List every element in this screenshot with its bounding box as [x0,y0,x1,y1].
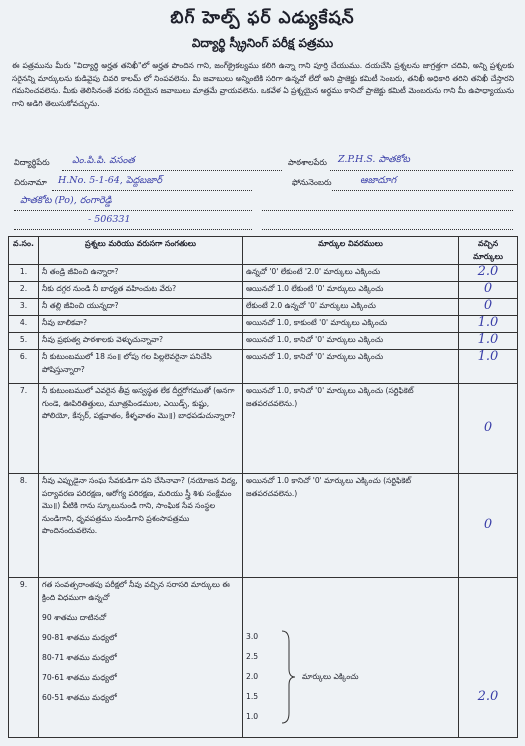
table-header-row [9,237,518,265]
row-detail: అయినచో 1.0 కానిచో '0' మార్కులు ఎక్కించు (సర్టిఫికెట్ జతపరచవలెను.) [243,474,459,578]
address-line-3-rule [14,229,252,230]
extra-line-1 [262,210,513,211]
row-detail: ఉన్నచో '0' లేకుంటే '2.0' మార్కులు ఎక్కించు [243,265,459,282]
row-mark-cell[interactable] [459,265,518,282]
school-label: పాఠశాలపేరు [288,158,327,167]
row-mark[interactable]: 1.0 [477,315,499,330]
row-mark-cell[interactable] [459,282,518,299]
phone-value[interactable]: ఆజాదూగ [360,175,397,186]
name-value[interactable]: ఎం.పి.పి. వసంత [72,155,135,166]
row-mark[interactable]: 2.0 [477,264,499,279]
row-sno: 9. [9,578,39,738]
row-sno: 5. [9,333,39,350]
intro-paragraph: ఈ పత్రమును మీరు "విద్యార్థి అర్హత తనిఖీ"లో అర్హత పొందిన గాని, జంగ్‌క్రైకల్యము కలిగి ఉన్నా గాని పూర్తి చేయుము. దయచేసి ప్రశ్నలను జాగ్రత్తగా చదివి, అన్ని ప్రశ్నలకు సరైనన్ని మార్కులను కుడివైపు చివరి కాలమ్ లో నింపవలెను. మీ జవాబులు అన్నింటికి సరిగా ఉన్నవో లేదో అని ప్రాజెక్టు కమిటీ సెంబరు, తనిఖీ అధికారి తరిని తనిఖీ చేస్తారని గమనించవలెను. మీకు తెలిసినంతే వరకు సరియైన జవాబులు మాత్రమే వ్రాయవలెను. ఒకవేళ ఏ ప్రశ్నయైన అర్థము కానిచో ప్రాజెక్టు కమిటీ మెంబరును గాని మీ ఉపాధ్యాయును గాని అడిగి తెలుసుకోవచ్చును. [12,61,514,108]
q9-range: 80-71 శాతము మధ్యలో [42,653,117,662]
header-sno: వ.సం. [9,237,39,265]
table-row [9,299,518,316]
school-value[interactable]: Z.P.H.S. పాతకోట [338,154,411,165]
address-label: చిరునామా [14,178,47,187]
q9-range: 90-81 శాతము మధ్యలో [42,633,117,642]
row-question-9 [39,578,243,738]
header-question: ప్రశ్నలు మరియు వరుసగా సంగతులు [39,237,243,265]
table-row [9,350,518,384]
table-row [9,578,518,738]
table-row [9,384,518,474]
row-mark-cell[interactable] [459,299,518,316]
school-line [330,170,513,171]
q9-intro: గత సంవత్సరాంతపు పరీక్షలో నీవు వచ్చిన సరాసరి మార్కులు ఈ క్రింది విధముగా ఉన్నచో [42,580,230,602]
row-detail: ఆయినచో 1.0 లేకుంటే '0' మార్కులు ఎక్కించు [243,282,459,299]
row-sno: 1. [9,265,39,282]
row-question: నీ కుటుంబములో ఎవరైన తీవ్ర అస్వస్థత లేక దీర్ఘరోగముతో (అనగా గుండె, ఊపిరితిత్తులు, మూత్రపిండముల, ఎయిడ్స్, కుష్టు, పోలియో, కేన్సర్, పక్షవాతం, కీళ్ళవాతం మొ॥) బాధపడుచున్నారా? [39,384,243,474]
row-mark[interactable]: 0 [483,281,493,296]
form-subtitle: విద్యార్థి స్క్రీనింగ్ పరీక్ష పత్రము [191,36,334,50]
q9-points: 2.5 [246,652,259,661]
q9-points: 1.5 [246,692,259,701]
row-sno: 4. [9,316,39,333]
table-row [9,265,518,282]
row-question: నీకు దగ్గర నుండి నీ బాధ్యత వహించుట వేరు? [39,282,243,299]
row-question: నీ కుటుంబములో 18 సం॥ లోపు గల పిల్లలెవరైనా పనిచేసి పోషిస్తున్నారా? [39,350,243,384]
row-detail: అయినచో 1.0, కానిచో '0' మార్కులు ఎక్కించు [243,350,459,384]
extra-line-2 [262,229,513,230]
q9-range: 90 శాతము దాటినచో [42,613,107,622]
address-line-2[interactable]: పాతకోట (Po), రంగారెడ్డి [20,195,112,206]
name-label: విద్యార్థిపేరు [14,158,50,167]
phone-label: ఫోనునెంబరు [292,178,332,187]
row-detail: అయినచో 1.0, కాకుంటే '0' మార్కులు ఎక్కించు [243,316,459,333]
table-row [9,474,518,578]
phone-line [332,190,513,191]
row-mark-cell[interactable] [459,384,518,474]
table-row [9,316,518,333]
row-mark-cell[interactable] [459,474,518,578]
q9-detail: మార్కులు ఎక్కించు [302,671,359,681]
row-mark-cell[interactable] [459,350,518,384]
row-mark[interactable]: 0 [483,298,493,313]
q9-range: 70-61 శాతము మధ్యలో [42,673,117,682]
row-sno: 7. [9,384,39,474]
row-detail-9 [243,578,459,738]
row-question: నీవు ప్రభుత్వ పాఠశాలకు వెళ్ళుచున్నావా? [39,333,243,350]
address-line-1[interactable]: H.No. 5-1-64, పెద్దబజార్ [58,175,163,186]
row-mark[interactable]: 1.0 [477,332,499,347]
q9-points: 1.0 [246,712,259,721]
table-row [9,333,518,350]
form-title: బిగ్ హెల్ప్ ఫర్ ఎడ్యుకేషన్ [170,8,355,28]
brace-icon [280,629,296,725]
row-detail: లేకుంటే 2.0 ఉన్నచో '0' మార్కులు ఎక్కించు [243,299,459,316]
row-question: నీవు బాలికవా? [39,316,243,333]
header-marks-given: వచ్చిన మార్కులు [459,237,518,265]
row-mark[interactable]: 2.0 [477,689,499,705]
row-mark-cell[interactable] [459,316,518,333]
row-detail: అయినచో 1.0, కానిచో '0' మార్కులు ఎక్కించు (సర్టిఫికెట్ జతపరచవలెను.) [243,384,459,474]
row-detail: అయినచో 1.0, కానిచో '0' మార్కులు ఎక్కించు [243,333,459,350]
address-line-2-rule [14,210,252,211]
row-question: నీ తల్లి జీవించి యున్నదా? [39,299,243,316]
row-mark[interactable]: 0 [483,517,493,533]
row-question: నీ తండ్రి జీవించి ఉన్నారా? [39,265,243,282]
row-sno: 8. [9,474,39,578]
address-line-3[interactable]: - 506331 [88,214,131,225]
row-sno: 6. [9,350,39,384]
address-line-1-rule [52,190,252,191]
header-marks-detail: మార్కుల వివరములు [243,237,459,265]
row-sno: 2. [9,282,39,299]
row-mark[interactable]: 1.0 [477,349,499,364]
name-line [62,170,282,171]
table-row [9,282,518,299]
q9-points: 3.0 [246,632,259,641]
q9-points: 2.0 [246,672,259,681]
row-question: నీవు ఎప్పుడైనా సంఘ సేవకుడిగా పని చేసినావా? (నయోజన విద్య, పర్యావరణ పరిరక్షణ, ఆరోగ్య పరిరక్షణ, మరియు స్త్రీ శిశు సంక్షేమం మొ॥) వీటికి గాను స్కూలునుండి గాని, సాంఘిక సేవ సంస్థల నుండిగాని, ధృవపత్రము నుండిగాని ప్రశంసాపత్రము పొందినందువలెను. [39,474,243,578]
row-mark-cell[interactable] [459,333,518,350]
q9-range: 60-51 శాతము మధ్యలో [42,693,117,702]
row-mark[interactable]: 0 [483,420,493,436]
row-sno: 3. [9,299,39,316]
screening-table [8,236,518,738]
row-mark-cell[interactable] [459,578,518,738]
